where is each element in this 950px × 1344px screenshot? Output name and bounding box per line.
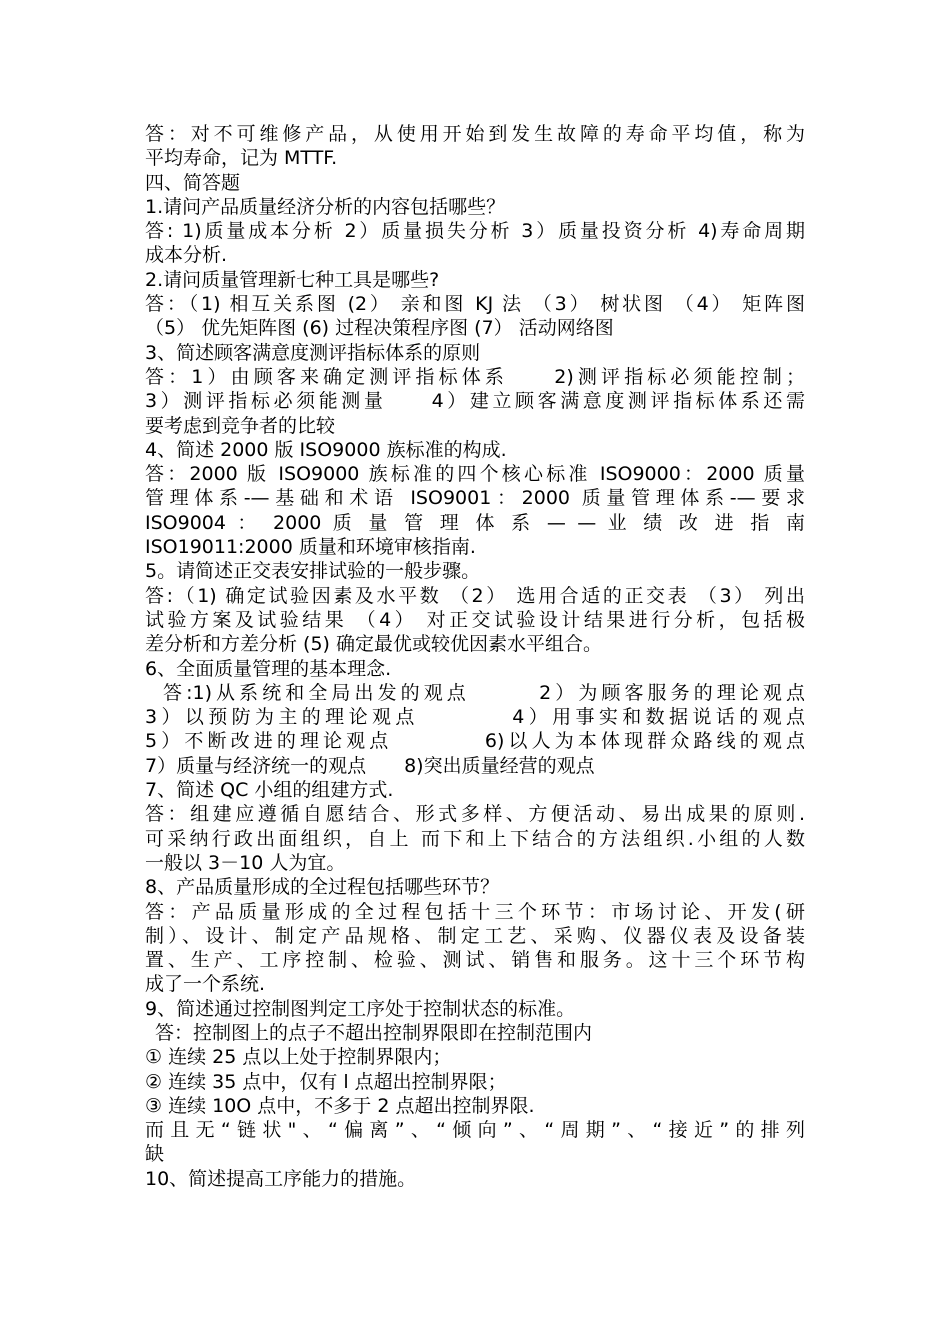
question-line: 7、简述 QC 小组的组建方式. xyxy=(145,779,394,802)
answer-line: 答:（1) 确定试验因素及水平数 （2） 选用合适的正交表 （3） 列出 xyxy=(145,584,805,607)
answer-line: 答：2000 版 ISO9000 族标准的四个核心标准 ISO9000：2000 质量 xyxy=(145,463,805,486)
answer-line: 答:1)从系统和全局出发的观点 2）为顾客服务的理论观点 xyxy=(163,681,805,704)
answer-line: （5） 优先矩阵图 (6) 过程决策程序图 (7） 活动网络图 xyxy=(145,317,614,340)
answer-line: 答：1）由顾客来确定测评指标体系 2)测评指标必须能控制； xyxy=(145,365,805,388)
text-line: 答：对不可维修产品，从使用开始到发生故障的寿命平均值，称为 xyxy=(145,123,805,145)
question-line: 9、简述通过控制图判定工序处于控制状态的标准。 xyxy=(145,997,576,1020)
list-item: ① 连续 25 点以上处于控制界限内； xyxy=(145,1046,452,1069)
answer-line: 答：（1) 相互关系图 (2） 亲和图 KJ 法 （3） 树状图 （4） 矩阵图 xyxy=(145,293,805,316)
answer-line: 而且无“链状"、“偏离”、“倾向”、“周期”、“接近”的排列 xyxy=(145,1119,805,1142)
question-line: 6、全面质量管理的基本理念. xyxy=(145,657,392,680)
answer-line: 要考虑到竞争者的比较 xyxy=(145,414,336,437)
answer-line: 管理体系-—基础和术语 ISO9001：2000 质量管理体系-—要求 xyxy=(145,487,805,510)
answer-line: 置、生产、工序控制、检验、测试、销售和服务。这十三个环节构 xyxy=(145,949,805,972)
question-line: 5。请简述正交表安排试验的一般步骤。 xyxy=(145,560,481,583)
question-line: 4、简述 2000 版 ISO9000 族标准的构成. xyxy=(145,438,507,461)
answer-line: 一般以 3－10 人为宜。 xyxy=(145,851,346,874)
answer-line: 试验方案及试验结果 （4） 对正交试验设计结果进行分析，包括极 xyxy=(145,608,805,631)
answer-line: 可采纳行政出面组织，自上 而下和上下结合的方法组织.小组的人数 xyxy=(145,827,805,850)
question-line: 1.请问产品质量经济分析的内容包括哪些？ xyxy=(145,195,506,218)
answer-line: 答：组建应遵循自愿结合、形式多样、方便活动、易出成果的原则. xyxy=(145,803,805,826)
question-line: 3、简述顾客满意度测评指标体系的原则 xyxy=(145,341,481,364)
document-body xyxy=(145,122,805,1191)
answer-line: ISO19011:2000 质量和环境审核指南. xyxy=(145,536,476,559)
list-item: ③ 连续 10O 点中，不多于 2 点超出控制界限. xyxy=(145,1094,535,1117)
answer-line: 3）以预防为主的理论观点 4）用事实和数据说话的观点 xyxy=(145,706,805,729)
answer-line: 答：产品质量形成的全过程包括十三个环节：市场讨论、开发(研 xyxy=(145,900,805,923)
section-heading: 四、简答题 xyxy=(145,171,241,194)
answer-line: 答：控制图上的点子不超出控制界限即在控制范围内 xyxy=(155,1021,593,1044)
answer-line: 制）、设计、制定产品规格、制定工艺、采购、仪器仪表及设备装 xyxy=(145,924,805,947)
answer-line: 答: 1)质量成本分析 2）质量损失分析 3）质量投资分析 4)寿命周期 xyxy=(145,220,805,243)
answer-line: 3）测评指标必须能测量 4）建立顾客满意度测评指标体系还需 xyxy=(145,390,805,413)
answer-line: 差分析和方差分析 (5) 确定最优或较优因素水平组合。 xyxy=(145,633,602,656)
answer-line: 7）质量与经济统一的观点 8)突出质量经营的观点 xyxy=(145,754,595,777)
question-line: 10、简述提高工序能力的措施。 xyxy=(145,1167,417,1190)
list-item: ② 连续 35 点中，仅有 l 点超出控制界限； xyxy=(145,1070,507,1093)
answer-line: 成了一个系统. xyxy=(145,973,266,996)
answer-line: 成本分析. xyxy=(145,244,228,267)
question-line: 8、产品质量形成的全过程包括哪些环节？ xyxy=(145,876,500,899)
question-line: 2.请问质量管理新七种工具是哪些? xyxy=(145,268,440,291)
text-line: 平均寿命，记为 MTTF. xyxy=(145,147,338,170)
answer-line: 5）不断改进的理论观点 6)以人为本体现群众路线的观点 xyxy=(145,730,805,753)
answer-line: ISO9004 ： 2000 质 量 管 理 体 系 — — 业 绩 改 进 指 南 xyxy=(145,511,805,534)
answer-line: 缺 xyxy=(145,1143,165,1166)
